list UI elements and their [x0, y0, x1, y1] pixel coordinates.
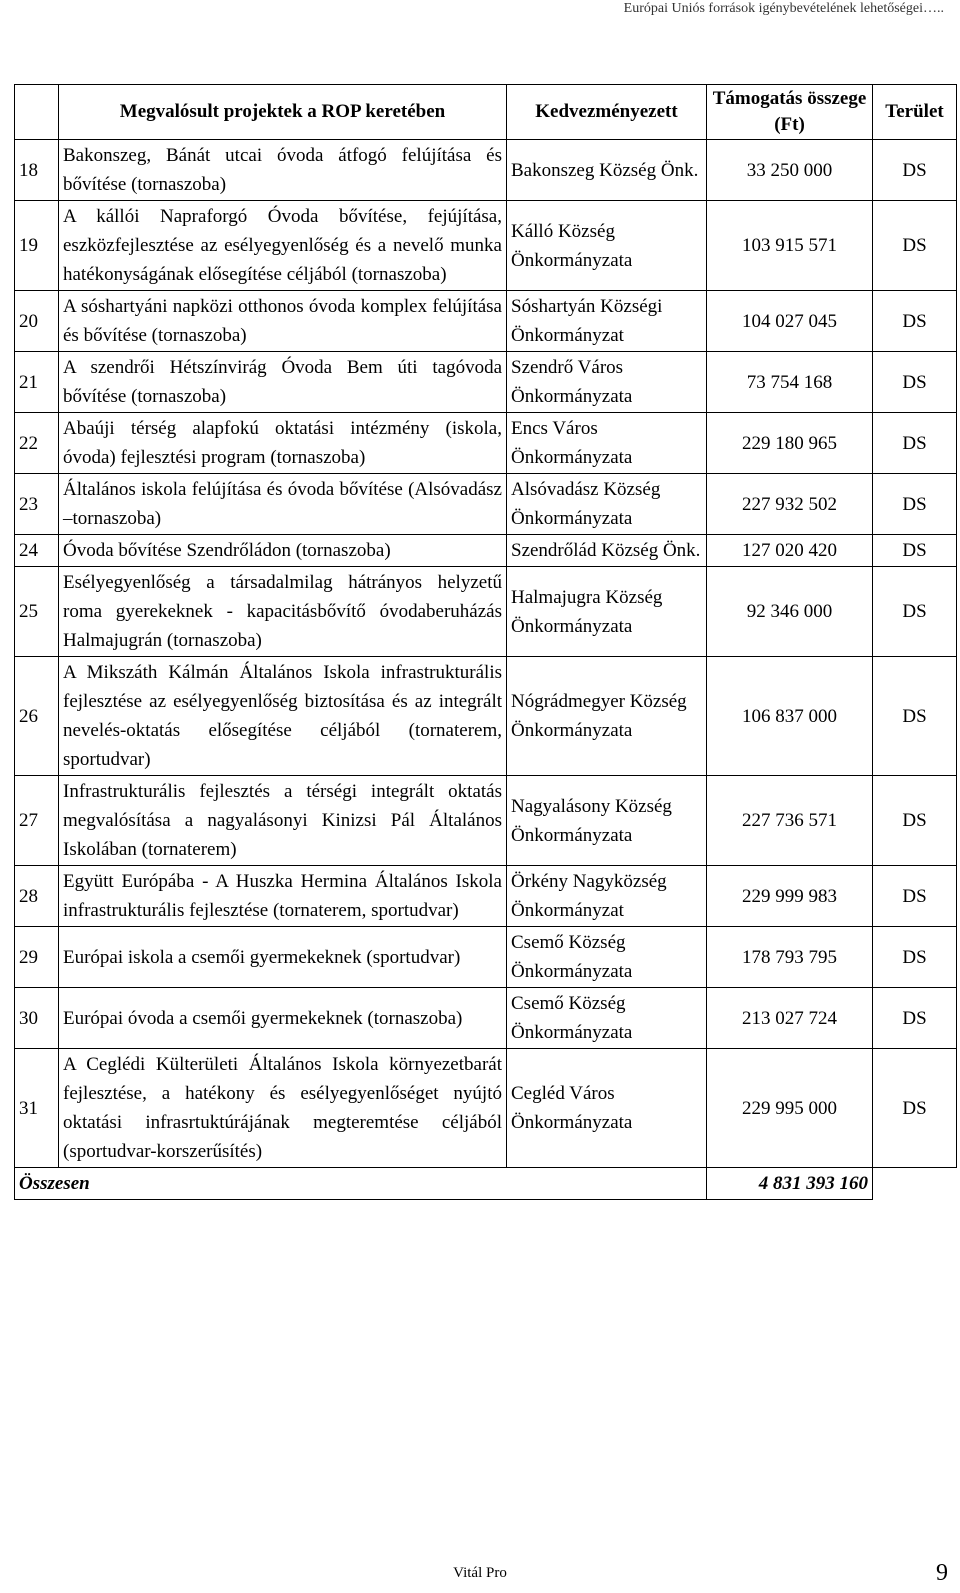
project-name: Esélyegyenlőség a társadalmilag hátrányos helyzetű roma gyerekeknek - kapacitásbővítő óvodaberuházás Halmajugrán (tornaszoba) [59, 567, 507, 657]
beneficiary: Nógrádmegyer Község Önkormányzata [507, 657, 707, 776]
area-code: DS [873, 291, 957, 352]
grant-amount: 178 793 795 [707, 927, 873, 988]
footer-author: Vitál Pro [453, 1565, 507, 1581]
grant-amount: 33 250 000 [707, 140, 873, 201]
project-name: Infrastrukturális fejlesztés a térségi integrált oktatás megvalósítása a nagyalásonyi Kinizsi Pál Általános Iskolában (tornaterem) [59, 776, 507, 866]
table-row [15, 927, 957, 988]
beneficiary: Nagyalásony Község Önkormányzata [507, 776, 707, 866]
beneficiary: Szendrőlád Község Önk. [507, 535, 707, 567]
grant-amount: 127 020 420 [707, 535, 873, 567]
table-row [15, 567, 957, 657]
area-code: DS [873, 657, 957, 776]
table-row [15, 1049, 957, 1168]
table-row [15, 535, 957, 567]
grant-amount: 106 837 000 [707, 657, 873, 776]
running-header: Európai Uniós források igénybevételének lehetőségei….. [623, 1, 944, 16]
grant-amount: 229 180 965 [707, 413, 873, 474]
row-number: 20 [15, 291, 59, 352]
beneficiary: Bakonszeg Község Önk. [507, 140, 707, 201]
row-number: 26 [15, 657, 59, 776]
area-code: DS [873, 988, 957, 1049]
beneficiary: Örkény Nagyközség Önkormányzat [507, 866, 707, 927]
project-name: A sóshartyáni napközi otthonos óvoda komplex felújítása és bővítése (tornaszoba) [59, 291, 507, 352]
grant-amount: 229 995 000 [707, 1049, 873, 1168]
column-header-amount: Támogatás összege (Ft) [707, 85, 873, 140]
projects-table [14, 84, 957, 1200]
table-body [15, 140, 957, 1168]
grant-amount: 227 736 571 [707, 776, 873, 866]
area-code: DS [873, 535, 957, 567]
row-number: 27 [15, 776, 59, 866]
grant-amount: 213 027 724 [707, 988, 873, 1049]
beneficiary: Cegléd Város Önkormányzata [507, 1049, 707, 1168]
row-number: 30 [15, 988, 59, 1049]
area-code: DS [873, 866, 957, 927]
row-number: 19 [15, 201, 59, 291]
table-row [15, 291, 957, 352]
area-code: DS [873, 927, 957, 988]
row-number: 29 [15, 927, 59, 988]
row-number: 24 [15, 535, 59, 567]
grant-amount: 73 754 168 [707, 352, 873, 413]
area-code: DS [873, 1049, 957, 1168]
row-number: 23 [15, 474, 59, 535]
table-row [15, 657, 957, 776]
grant-amount: 229 999 983 [707, 866, 873, 927]
total-label: Összesen [15, 1168, 707, 1200]
column-header-number [15, 85, 59, 140]
row-number: 21 [15, 352, 59, 413]
area-code: DS [873, 413, 957, 474]
grant-amount: 227 932 502 [707, 474, 873, 535]
beneficiary: Halmajugra Község Önkormányzata [507, 567, 707, 657]
project-name: A Ceglédi Külterületi Általános Iskola környezetbarát fejlesztése, a hatékony és esélyegyenlőséget nyújtó oktatási infrasrtuktúrájának megteremtése céljából (sportudvar-korszerűsítés) [59, 1049, 507, 1168]
area-code: DS [873, 567, 957, 657]
project-name: A Mikszáth Kálmán Általános Iskola infrastrukturális fejlesztése az esélyegyenlőség biztosítása és az integrált nevelés-oktatás elősegítése céljából (tornaterem, sportudvar) [59, 657, 507, 776]
project-name: Együtt Európába - A Huszka Hermina Általános Iskola infrastrukturális fejlesztése (tornaterem, sportudvar) [59, 866, 507, 927]
grant-amount: 103 915 571 [707, 201, 873, 291]
beneficiary: Csemő Község Önkormányzata [507, 927, 707, 988]
project-name: Abaúji térség alapfokú oktatási intézmény (iskola, óvoda) fejlesztési program (tornaszoba) [59, 413, 507, 474]
table-row [15, 413, 957, 474]
area-code: DS [873, 201, 957, 291]
column-header-beneficiary: Kedvezményezett [507, 85, 707, 140]
beneficiary: Csemő Község Önkormányzata [507, 988, 707, 1049]
project-name: Európai iskola a csemői gyermekeknek (sportudvar) [59, 927, 507, 988]
table-header-row [15, 85, 957, 140]
beneficiary: Kálló Község Önkormányzata [507, 201, 707, 291]
column-header-project: Megvalósult projektek a ROP keretében [59, 85, 507, 140]
table-row [15, 988, 957, 1049]
column-header-area: Terület [873, 85, 957, 140]
project-name: A szendrői Hétszínvirág Óvoda Bem úti tagóvoda bővítése (tornaszoba) [59, 352, 507, 413]
table-row [15, 201, 957, 291]
total-empty-cell [873, 1168, 957, 1200]
grant-amount: 92 346 000 [707, 567, 873, 657]
table-row [15, 352, 957, 413]
total-row [15, 1168, 957, 1200]
beneficiary: Encs Város Önkormányzata [507, 413, 707, 474]
total-amount: 4 831 393 160 [707, 1168, 873, 1200]
beneficiary: Alsóvadász Község Önkormányzata [507, 474, 707, 535]
beneficiary: Sóshartyán Községi Önkormányzat [507, 291, 707, 352]
area-code: DS [873, 776, 957, 866]
project-name: Európai óvoda a csemői gyermekeknek (tornaszoba) [59, 988, 507, 1049]
row-number: 25 [15, 567, 59, 657]
area-code: DS [873, 474, 957, 535]
area-code: DS [873, 352, 957, 413]
project-name: Általános iskola felújítása és óvoda bővítése (Alsóvadász –tornaszoba) [59, 474, 507, 535]
row-number: 28 [15, 866, 59, 927]
project-name: A kállói Napraforgó Óvoda bővítése, fejújítása, eszközfejlesztése az esélyegyenlőség és a nevelő munka hatékonyságának elősegítése céljából (tornaszoba) [59, 201, 507, 291]
table-row [15, 776, 957, 866]
row-number: 31 [15, 1049, 59, 1168]
table-row [15, 474, 957, 535]
page-number: 9 [936, 1560, 948, 1586]
beneficiary: Szendrő Város Önkormányzata [507, 352, 707, 413]
row-number: 18 [15, 140, 59, 201]
grant-amount: 104 027 045 [707, 291, 873, 352]
table-row [15, 140, 957, 201]
project-name: Óvoda bővítése Szendrőládon (tornaszoba) [59, 535, 507, 567]
project-name: Bakonszeg, Bánát utcai óvoda átfogó felújítása és bővítése (tornaszoba) [59, 140, 507, 201]
row-number: 22 [15, 413, 59, 474]
table-row [15, 866, 957, 927]
area-code: DS [873, 140, 957, 201]
